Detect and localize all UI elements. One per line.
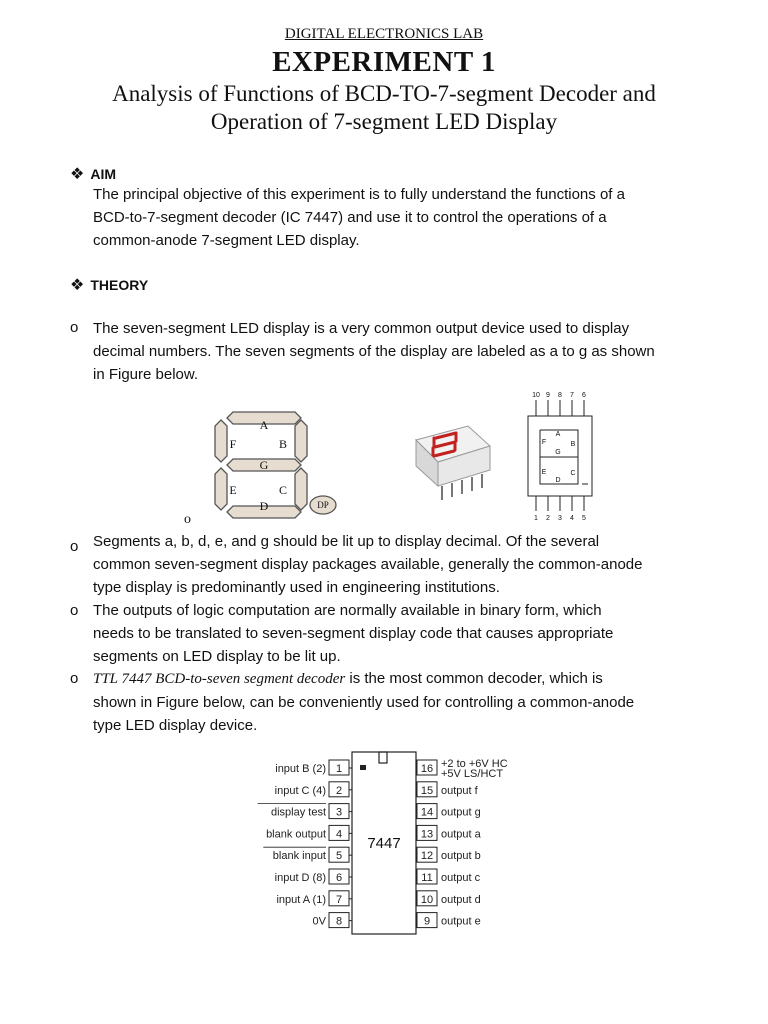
pin-label: output c bbox=[441, 872, 481, 884]
text-line: shown in Figure below, can be conveniently used for controlling a common-anode bbox=[93, 694, 635, 711]
pin-number: 3 bbox=[558, 515, 562, 522]
segment-label: D bbox=[555, 477, 561, 484]
pin-number: 11 bbox=[421, 872, 433, 884]
pin-label: input D (8) bbox=[274, 872, 326, 884]
text-line: type LED display device. bbox=[93, 717, 258, 734]
aim-paragraph bbox=[93, 183, 713, 252]
text-fragment: is the most common decoder, which is bbox=[345, 670, 603, 687]
segment-label: D bbox=[259, 499, 269, 513]
segment-label: B bbox=[278, 437, 288, 451]
aim-line: The principal objective of this experiment is to fully understand the functions of a bbox=[93, 186, 625, 203]
segment-label: A bbox=[555, 431, 561, 438]
pin-label: output g bbox=[441, 806, 481, 819]
theory-bullet-4 bbox=[93, 667, 713, 737]
text-line: Segments a, b, d, e, and g should be lit up to display decimal. Of the several bbox=[93, 533, 600, 550]
ic-name: 7447 bbox=[367, 835, 401, 852]
bullet-marker: o bbox=[70, 670, 79, 687]
title-line-2: Operation of 7-segment LED Display bbox=[210, 109, 558, 134]
pin-number: 1 bbox=[534, 515, 538, 522]
text-line: The seven-segment LED display is a very common output device used to display bbox=[93, 320, 630, 337]
stray-marker: o bbox=[184, 512, 191, 527]
pin-label: output e bbox=[441, 915, 481, 928]
aim-heading: ❖ AIM bbox=[70, 166, 117, 183]
segment-label: B bbox=[570, 441, 576, 448]
theory-bullet-3 bbox=[93, 599, 713, 668]
segment-label: A bbox=[259, 418, 269, 432]
pin-label: output a bbox=[441, 828, 481, 841]
pin-number: 6 bbox=[582, 392, 586, 399]
pin-number: 2 bbox=[335, 784, 343, 797]
pin-number: 1 bbox=[335, 763, 343, 775]
pin-number: 16 bbox=[420, 763, 434, 775]
pin-number: 7 bbox=[570, 392, 574, 399]
segment-label: E bbox=[541, 469, 547, 476]
led-display-package bbox=[408, 420, 498, 502]
pin-number: 8 bbox=[558, 392, 562, 399]
text-line bbox=[93, 667, 713, 691]
aim-line: common-anode 7-segment LED display. bbox=[93, 232, 360, 249]
bullet-marker: o bbox=[70, 538, 79, 555]
segment-label: C bbox=[570, 470, 576, 477]
pin-number: 14 bbox=[420, 806, 434, 819]
pin-label: 0V bbox=[312, 915, 326, 928]
pin-label: output b bbox=[441, 850, 481, 863]
experiment-title: EXPERIMENT 1 bbox=[272, 46, 496, 78]
led-pinout-diagram bbox=[522, 388, 602, 524]
pin-number: 5 bbox=[582, 515, 586, 522]
text-line: needs to be translated to seven-segment display code that causes appropriate bbox=[93, 625, 614, 642]
pin-label: input C (4) bbox=[274, 784, 326, 797]
bullet-marker: o bbox=[70, 602, 79, 619]
pin-number: 3 bbox=[335, 806, 343, 819]
pin-label: +2 to +6V HC bbox=[441, 758, 508, 770]
pin-number: 2 bbox=[546, 515, 550, 522]
pin-number: 10 bbox=[420, 893, 434, 906]
decoder-name-italic: TTL 7447 BCD-to-seven segment decoder bbox=[93, 671, 346, 687]
pin-number: 6 bbox=[335, 872, 343, 884]
segment-label: G bbox=[259, 458, 269, 472]
title-line-1: Analysis of Functions of BCD-TO-7-segment Decoder and bbox=[112, 81, 656, 106]
pin-label: input B (2) bbox=[275, 763, 326, 775]
lab-title: DIGITAL ELECTRONICS LAB bbox=[284, 26, 484, 42]
pin-number: 5 bbox=[335, 850, 343, 863]
segment-label: F bbox=[541, 439, 547, 446]
pin-label: blank input bbox=[272, 850, 326, 863]
pin-number: 12 bbox=[420, 850, 434, 863]
pin-number: 4 bbox=[570, 515, 574, 522]
text-line: in Figure below. bbox=[93, 366, 199, 383]
theory-bullet-2 bbox=[93, 530, 713, 599]
bullet-marker: o bbox=[70, 319, 79, 336]
segment-label: E bbox=[229, 483, 237, 497]
pin-number: 9 bbox=[546, 392, 550, 399]
pin-label: output f bbox=[441, 784, 478, 797]
pin-number: 10 bbox=[532, 392, 540, 399]
text-line: type display is predominantly used in engineering institutions. bbox=[93, 579, 500, 596]
theory-bullet-1 bbox=[93, 317, 713, 386]
diamond-bullet-icon: ❖ bbox=[70, 277, 85, 294]
aim-line: BCD-to-7-segment decoder (IC 7447) and use it to control the operations of a bbox=[93, 209, 607, 226]
pin-label: output d bbox=[441, 893, 481, 906]
document-title bbox=[60, 80, 708, 136]
seven-segment-diagram bbox=[205, 410, 340, 522]
dp-label: DP bbox=[317, 500, 329, 510]
pin-number: 9 bbox=[423, 915, 431, 928]
pin-label: blank output bbox=[266, 828, 326, 841]
ic-7447-pinout bbox=[250, 750, 540, 940]
text-line: The outputs of logic computation are normally available in binary form, which bbox=[93, 602, 602, 619]
pin-label: display test bbox=[270, 806, 326, 819]
pin-number: 15 bbox=[420, 784, 434, 797]
theory-heading: ❖ THEORY bbox=[70, 277, 149, 294]
text-line: segments on LED display to be lit up. bbox=[93, 648, 341, 665]
segment-label: C bbox=[278, 483, 288, 497]
pin-label: input A (1) bbox=[276, 893, 326, 906]
text-line: common seven-segment display packages available, generally the common-anode bbox=[93, 556, 643, 573]
segment-label: G bbox=[555, 449, 561, 456]
pin-number: 4 bbox=[335, 828, 343, 841]
pin-number: 7 bbox=[335, 893, 343, 906]
pin-number: 8 bbox=[335, 915, 343, 928]
pin-label: +5V LS/HCT bbox=[441, 768, 504, 780]
diamond-bullet-icon: ❖ bbox=[70, 166, 85, 183]
segment-label: F bbox=[229, 437, 237, 451]
pin-number: 13 bbox=[420, 828, 434, 841]
text-line: decimal numbers. The seven segments of the display are labeled as a to g as shown bbox=[93, 343, 655, 360]
